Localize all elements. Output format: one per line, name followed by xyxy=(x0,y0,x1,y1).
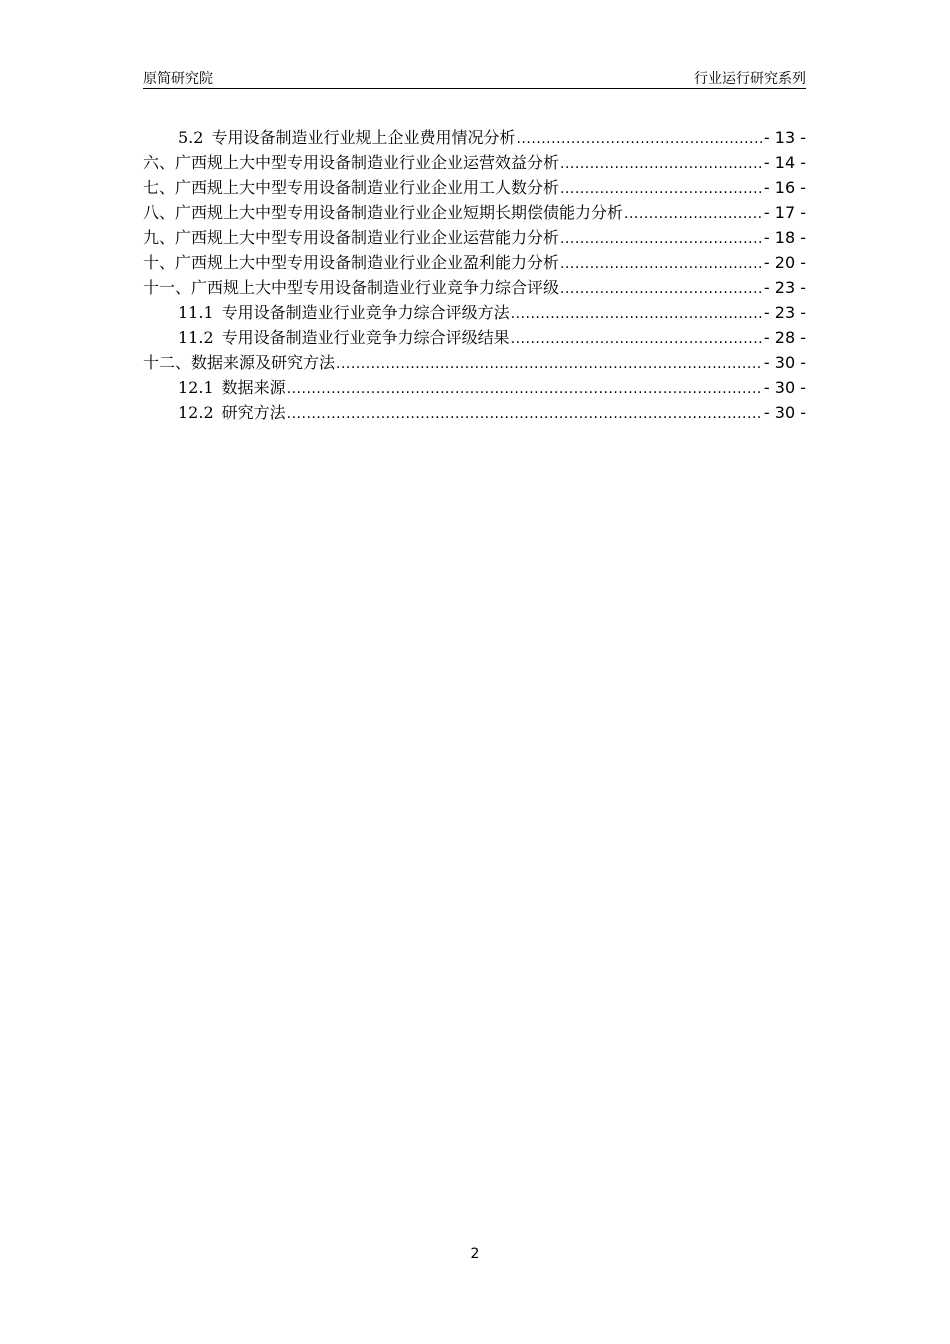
toc-leader-dots xyxy=(287,377,763,402)
toc-entry-number: 12.2 xyxy=(178,403,214,422)
header-publisher: 原简研究院 xyxy=(143,71,213,87)
toc-leader-dots xyxy=(560,252,763,277)
toc-entry[interactable] xyxy=(143,350,806,375)
toc-entry-page: - 14 - xyxy=(763,153,806,172)
toc-leader-dots xyxy=(516,127,762,152)
toc-entry[interactable] xyxy=(143,125,806,150)
toc-entry[interactable] xyxy=(143,200,806,225)
toc-entry-page: - 16 - xyxy=(763,178,806,197)
page-header xyxy=(143,66,806,89)
toc-leader-dots xyxy=(560,152,763,177)
toc-entry-title: 十一、广西规上大中型专用设备制造业行业竞争力综合评级 xyxy=(143,278,560,297)
toc-entry-title: 七、广西规上大中型专用设备制造业行业企业用工人数分析 xyxy=(143,178,560,197)
toc-entry-number: 11.2 xyxy=(178,328,214,347)
toc-entry[interactable] xyxy=(143,300,806,325)
toc-leader-dots xyxy=(560,177,763,202)
toc-entry-page: - 20 - xyxy=(763,253,806,272)
toc-entry-title: 研究方法 xyxy=(221,403,286,422)
toc-entry[interactable] xyxy=(143,250,806,275)
toc-entry-number: 5.2 xyxy=(178,128,204,147)
toc-entry-title: 专用设备制造业行业规上企业费用情况分析 xyxy=(211,128,516,147)
table-of-contents xyxy=(143,125,806,425)
toc-leader-dots xyxy=(287,402,763,427)
toc-entry-page: - 17 - xyxy=(763,203,806,222)
toc-leader-dots xyxy=(560,227,763,252)
toc-leader-dots xyxy=(624,202,763,227)
toc-entry-page: - 30 - xyxy=(763,403,806,422)
toc-entry-title: 六、广西规上大中型专用设备制造业行业企业运营效益分析 xyxy=(143,153,560,172)
toc-entry-page: - 30 - xyxy=(763,353,806,372)
toc-leader-dots xyxy=(511,327,763,352)
toc-entry[interactable] xyxy=(143,150,806,175)
toc-leader-dots xyxy=(336,352,763,377)
toc-leader-dots xyxy=(511,302,763,327)
toc-entry-number: 12.1 xyxy=(178,378,214,397)
toc-entry[interactable] xyxy=(143,400,806,425)
toc-entry[interactable] xyxy=(143,225,806,250)
toc-entry-title: 十、广西规上大中型专用设备制造业行业企业盈利能力分析 xyxy=(143,253,560,272)
toc-entry-page: - 23 - xyxy=(763,278,806,297)
toc-entry-title: 八、广西规上大中型专用设备制造业行业企业短期长期偿债能力分析 xyxy=(143,203,624,222)
toc-entry[interactable] xyxy=(143,325,806,350)
toc-entry[interactable] xyxy=(143,375,806,400)
toc-entry-title: 数据来源 xyxy=(221,378,286,397)
header-series: 行业运行研究系列 xyxy=(694,71,806,87)
toc-entry-title: 九、广西规上大中型专用设备制造业行业企业运营能力分析 xyxy=(143,228,560,247)
toc-entry[interactable] xyxy=(143,275,806,300)
toc-entry-page: - 13 - xyxy=(763,128,806,147)
toc-entry-title: 专用设备制造业行业竞争力综合评级方法 xyxy=(221,303,510,322)
toc-entry-title: 十二、数据来源及研究方法 xyxy=(143,353,336,372)
toc-entry-page: - 30 - xyxy=(763,378,806,397)
toc-entry-page: - 18 - xyxy=(763,228,806,247)
toc-entry-page: - 23 - xyxy=(763,303,806,322)
toc-entry[interactable] xyxy=(143,175,806,200)
toc-leader-dots xyxy=(560,277,763,302)
toc-entry-title: 专用设备制造业行业竞争力综合评级结果 xyxy=(221,328,510,347)
toc-entry-page: - 28 - xyxy=(763,328,806,347)
page-number: 2 xyxy=(470,1246,480,1262)
toc-entry-number: 11.1 xyxy=(178,303,214,322)
